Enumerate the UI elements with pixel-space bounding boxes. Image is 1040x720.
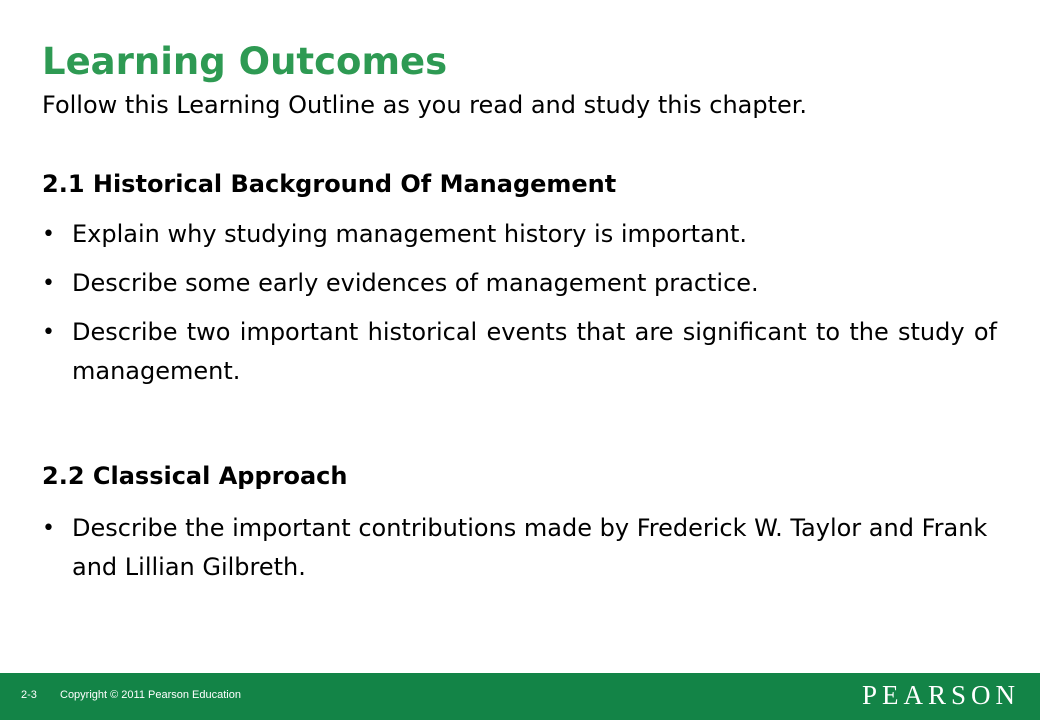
list-item xyxy=(42,313,997,391)
bullet-text: Describe some early evidences of management practice. xyxy=(72,269,759,297)
copyright-notice: Copyright © 2011 Pearson Education xyxy=(60,689,241,701)
bullet-icon: • xyxy=(42,516,55,541)
slide-title: Learning Outcomes xyxy=(42,40,448,83)
list-item xyxy=(42,264,997,303)
bullet-icon: • xyxy=(42,222,55,247)
bullet-text: Explain why studying management history is important. xyxy=(72,220,748,248)
bullet-text: Describe the important contributions made by Frederick W. Taylor and Frank and Lillian Gilbreth. xyxy=(72,514,988,581)
section-heading-historical-background: 2.1 Historical Background Of Management xyxy=(42,170,617,198)
section-heading-classical-approach: 2.2 Classical Approach xyxy=(42,462,348,490)
list-item xyxy=(42,509,997,587)
list-item xyxy=(42,215,997,254)
pearson-logo: PEARSON xyxy=(861,680,1020,710)
slide-number: 2-3 xyxy=(21,689,37,701)
footer-bar xyxy=(0,673,1040,720)
bullet-icon: • xyxy=(42,320,55,345)
bullet-icon: • xyxy=(42,271,55,296)
slide-subtitle: Follow this Learning Outline as you read and study this chapter. xyxy=(42,91,808,119)
bullet-text: Describe two important historical events that are significant to the study of management. xyxy=(72,318,997,385)
